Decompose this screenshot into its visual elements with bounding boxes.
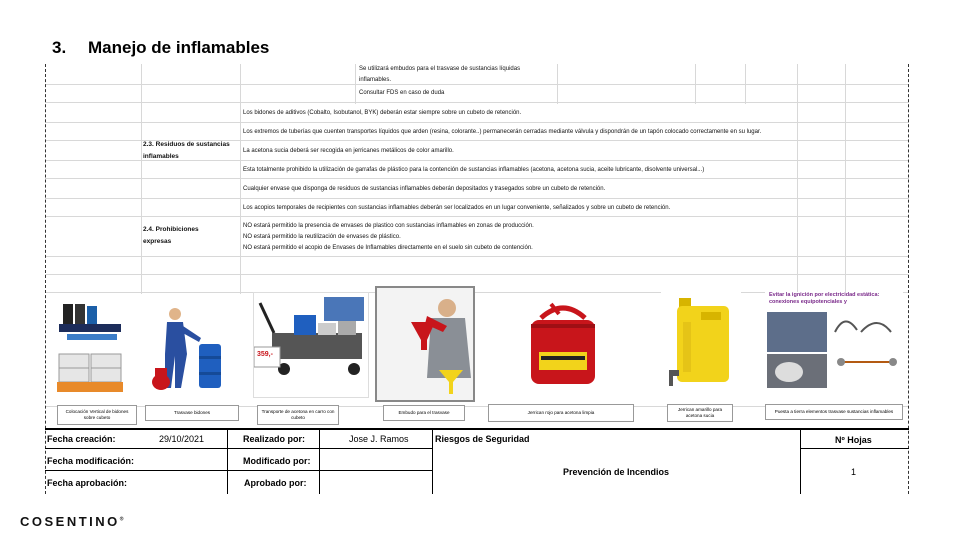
created-label: Fecha creación:: [47, 434, 116, 444]
grid-row-line: [45, 216, 909, 217]
grounding-icon: [765, 292, 903, 392]
modified-by-label: Modificado por:: [243, 456, 311, 466]
grid-col-line: [797, 64, 798, 294]
image-caption: Puesta a tierra elementos trasvase sustancias inflamables: [765, 404, 903, 420]
modified-label: Fecha modificación:: [47, 456, 135, 466]
grid-row-line: [45, 198, 909, 199]
cart-icon: [253, 292, 369, 398]
grid-row-line: [45, 122, 909, 123]
footer-border: [45, 428, 909, 430]
grid-col-line: [141, 64, 142, 294]
approved-by-label: Aprobado por:: [244, 478, 307, 488]
rule-text: Esta totalmente prohibido la utilización de garrafas de plástico para la contención de sustancias inflamables (acetona, acetona sucia, aceite lubricante, disolvente universal...): [243, 167, 705, 173]
image-caption: Embudo para el trasvase: [383, 405, 465, 421]
department-label: Prevención de Incendios: [563, 467, 670, 477]
image-caption: Transporte de acetona en carro con cubeto: [257, 405, 339, 425]
rule-text: Los extremos de tuberías que cuenten transportes líquidos que arden (resina, colorante..) permanecerán cerradas mediante válvula y dispondrán de un tapón colocado correctamente en su lugar.: [243, 129, 762, 135]
yellow-jerrycan-icon: [661, 292, 741, 396]
grid-row-line: [45, 84, 909, 85]
grid-row-line: [45, 256, 909, 257]
sheets-label: Nº Hojas: [835, 435, 872, 445]
done-by-label: Realizado por:: [243, 434, 306, 444]
rule-text: Cualquier envase que disponga de residuos de sustancias inflamables deberán depositados y trasegados sobre un cubeto de retención.: [243, 186, 606, 192]
footer-border: [45, 448, 433, 449]
section-title-line: 2.3. Residuos de sustancias: [143, 141, 230, 148]
section-title-line: 2.4. Prohibiciones: [143, 226, 199, 233]
top-text-line: inflamables.: [359, 77, 392, 83]
image-caption: Colocación Vertical de bidones sobre cubeto: [57, 405, 137, 425]
created-value: 29/10/2021: [159, 434, 205, 444]
done-by-value: Jose J. Ramos: [349, 434, 409, 444]
brand-name: COSENTINO: [20, 514, 120, 529]
rule-text: NO estará permitido la presencia de envases de plastico con sustancias inflamables en zonas de producción.: [243, 223, 534, 229]
grid-row-line: [45, 102, 909, 103]
image-caption: Jerrican amarillo para acetona sucia: [667, 404, 733, 422]
footer-border: [319, 428, 320, 494]
rule-text: La acetona sucia deberá ser recogida en jerricanes metálicos de color amarillo.: [243, 148, 454, 154]
worker-transfer-icon: [145, 304, 227, 394]
top-text-line: Se utilizará embudos para el trasvase de sustancias líquidas: [359, 66, 521, 72]
grid-col-line: [240, 64, 241, 294]
section-number: 3.: [52, 38, 67, 57]
section-title: Manejo de inflamables: [88, 38, 270, 57]
document-footer: [45, 428, 909, 494]
spreadsheet: [45, 64, 909, 494]
retention-tray-icon: [57, 296, 127, 398]
approved-label: Fecha aprobación:: [47, 478, 128, 488]
risks-label: Riesgos de Seguridad: [435, 434, 530, 444]
footer-border: [227, 428, 228, 494]
rule-text: NO estará permitido el acopio de Envases de Inflamables directamente en el suelo sin cubeto de contención.: [243, 245, 533, 251]
sheets-value: 1: [851, 467, 857, 477]
grid-row-line: [45, 274, 909, 275]
footer-border: [800, 428, 801, 494]
section-title-2-3: [143, 139, 230, 163]
image-caption: Jerrican rojo para acetona limpia: [488, 404, 634, 422]
red-safety-can-icon: [523, 296, 603, 394]
price-label: 359,-: [257, 351, 273, 358]
section-title-line: expresas: [143, 238, 172, 245]
rule-text: Los acopios temporales de recipientes con sustancias inflamables deberán ser localizados en un lugar conveniente, señalizados y sobre un cubeto de retención.: [243, 205, 671, 211]
top-text-line: Consultar FDS en caso de duda: [359, 90, 445, 96]
section-title-2-4: [143, 224, 199, 248]
cosentino-logo: [20, 514, 123, 529]
section-title-line: inflamables: [143, 153, 179, 160]
grid-row-line: [45, 178, 909, 179]
rule-text: NO estará permitido la reutilización de envases de plástico.: [243, 234, 401, 240]
footer-border: [432, 428, 433, 494]
page-title: [52, 38, 269, 58]
registered-mark: ®: [119, 516, 124, 523]
rule-text: Los bidones de aditivos (Cobalto, Isobutanol, BYK) deberán estar siempre sobre un cubeto de retención.: [243, 110, 522, 116]
footer-border: [800, 448, 909, 449]
image-caption: Trasvase bidones: [145, 405, 239, 421]
grounding-heading: Evitar la ignición por electricidad estática: conexiones equipotenciales y: [769, 292, 880, 305]
grid-col-line: [845, 64, 846, 294]
funnel-icon: [375, 286, 475, 402]
footer-border: [45, 470, 433, 471]
